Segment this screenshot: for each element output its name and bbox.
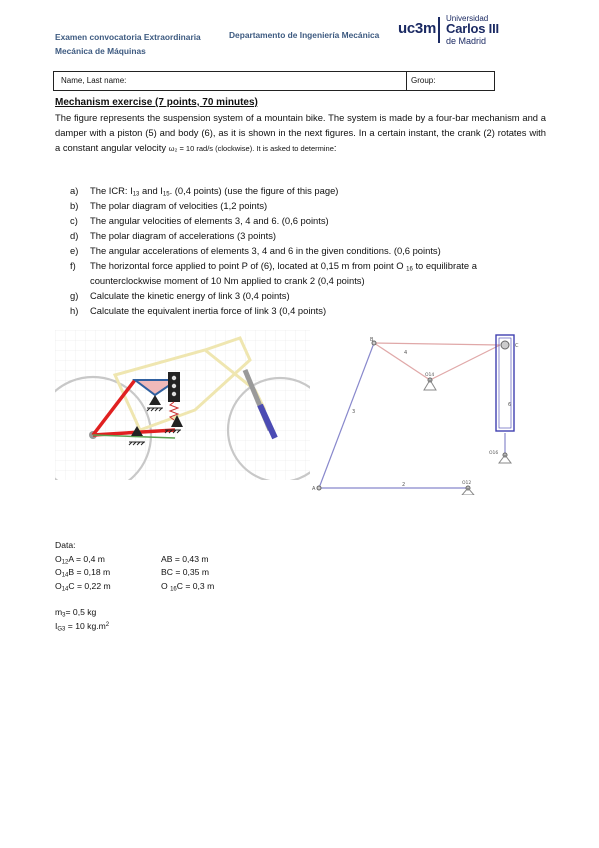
logo-uc3m: uc3m [398, 20, 436, 37]
intro-omega: ω₂ = 10 rad/s (clockwise). It is asked to determine [168, 144, 334, 153]
exercise-intro [55, 110, 546, 156]
task-list [70, 183, 550, 318]
link4-bc [374, 343, 500, 345]
task-item: h) Calculate the equivalent inertia force of link 3 (0,4 points) [70, 305, 327, 316]
intro-end: : [333, 142, 337, 153]
logo-carlos: Carlos III [446, 21, 499, 36]
data-section [55, 539, 215, 593]
task-letter: f) [70, 260, 76, 271]
box-divider [406, 72, 407, 90]
task-item: f) The horizontal force applied to point P of (6), located at 0,15 m from point O $_{16}$ to equilibrate a counterclockwise moment of 10 Nm applied to crank 2 (0,4 points) [70, 260, 477, 286]
logo-divider [438, 17, 440, 43]
task-item: c) The angular velocities of elements 3, 4 and 6. (0,6 points) [70, 215, 329, 226]
data-row: $O_{14}B = 0,18$ m BC = 0,35 m [55, 567, 210, 579]
task-letter: a) [70, 185, 79, 196]
task-item: e) The angular accelerations of elements 3, 4 and 6 in the given conditions. (0,6 points) [70, 245, 441, 256]
logo-madrid: de Madrid [446, 36, 487, 46]
mass-value: $m_3= 0,5$ kg [55, 607, 97, 619]
name-field[interactable]: Name, Last name: [61, 76, 127, 85]
link3-ab [319, 343, 374, 488]
logo-university: Universidad [446, 14, 489, 23]
task-letter: d) [70, 230, 79, 241]
bike-suspension-figure [55, 330, 310, 480]
university-logo [398, 12, 558, 48]
label-C: C [515, 343, 519, 349]
group-field[interactable]: Group: [411, 76, 436, 85]
label-B: B [370, 337, 374, 343]
label-link4: 4 [404, 350, 408, 356]
data-row: $O_{12}A = 0,4$ m AB = 0,43 m [55, 553, 209, 566]
task-letter: e) [70, 245, 79, 256]
intro-text: The figure represents the suspension system of a mountain bike. The system is made by a four-bar mechanism and a damper with a piston (5) and body (6), as it is shown in the next figures. In a certain instant, the crank (2) rotates with a constant angular velocity [55, 112, 546, 153]
task-letter: h) [70, 305, 79, 316]
exercise-title: Mechanism exercise (7 points, 70 minutes) [55, 97, 258, 108]
task-item: d) The polar diagram of accelerations (3 points) [70, 230, 277, 241]
label-link2: 2 [402, 482, 406, 488]
subject-name: Mecánica de Máquinas [55, 46, 146, 56]
label-link3: 3 [352, 409, 356, 415]
task-item: b) The polar diagram of velocities (1,2 points) [70, 200, 268, 211]
task-item: g) Calculate the kinetic energy of link 3 (0,4 points) [70, 290, 290, 301]
exam-header [55, 30, 201, 58]
mass-inertia [55, 606, 109, 633]
label-A: A [312, 486, 316, 492]
student-info-box [53, 71, 495, 91]
label-link6: 6 [508, 402, 512, 408]
label-O16: O16 [489, 451, 499, 456]
department-name: Departamento de Ingeniería Mecánica [229, 30, 380, 40]
task-letter: c) [70, 215, 78, 226]
inertia-value: $I_{G3} = 10$ $kg.m^2$ [55, 620, 110, 633]
task-letter: g) [70, 290, 79, 301]
data-heading: Data: [55, 540, 76, 550]
label-O14: O14 [425, 373, 435, 378]
kinematic-diagram [312, 333, 524, 495]
task-item: a) The ICR: $I_{13}$ and $I_{15}$. (0,4 points) (use the figure of this page) [70, 185, 339, 198]
exam-title: Examen convocatoria Extraordinaria [55, 32, 201, 42]
task-letter: b) [70, 200, 79, 211]
label-O12: O12 [462, 481, 472, 486]
data-row: $O_{14}C = 0,22$ m O $_{16}$C = 0,3 m [55, 580, 215, 593]
